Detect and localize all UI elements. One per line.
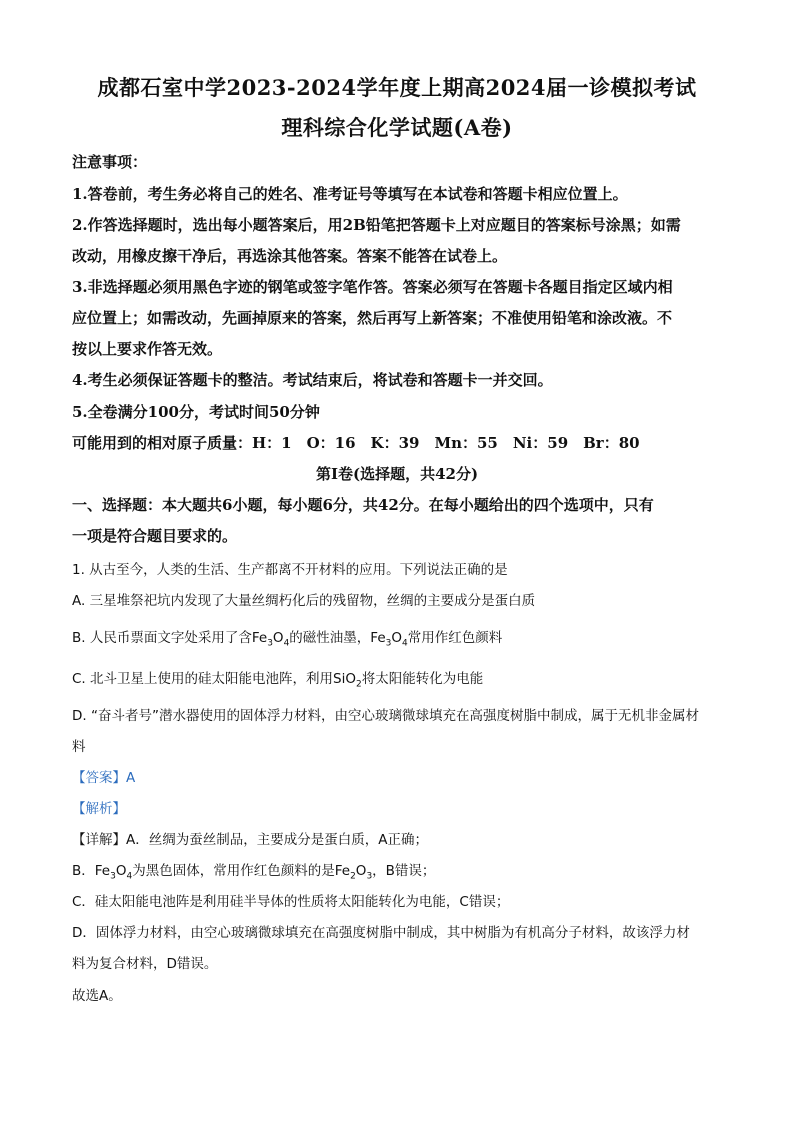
detail-b-post: ，B错误； bbox=[372, 863, 436, 879]
formula-fe2o3: $Fe_2O_3$ bbox=[334, 863, 373, 882]
section-intro-b: 一项是符合题目要求的。 bbox=[72, 527, 238, 545]
section-heading: 第Ⅰ卷(选择题，共42分) bbox=[315, 465, 479, 483]
detail-b bbox=[72, 859, 435, 882]
detail-c: C．硅太阳能电池阵是利用硅半导体的性质将太阳能转化为电能，C错误； bbox=[72, 894, 510, 910]
formula-sio2: SiO$_2$ bbox=[333, 671, 362, 690]
conclusion: 故选A。 bbox=[72, 988, 122, 1004]
question-stem: 1. 从古至今，人类的生活、生产都离不开材料的应用。下列说法正确的是 bbox=[72, 562, 508, 578]
option-d-b: 料 bbox=[72, 739, 86, 755]
detail-d-b: 料为复合材料，D错误。 bbox=[72, 956, 218, 972]
detail-b-pre: B． bbox=[72, 863, 95, 879]
option-b-pre: B. 人民币票面文字处采用了含 bbox=[72, 630, 252, 646]
notice-item-4: 4.考生必须保证答题卡的整洁。考试结束后，将试卷和答题卡一并交回。 bbox=[72, 371, 553, 389]
section-intro-a: 一、选择题：本大题共6小题，每小题6分，共42分。在每小题给出的四个选项中，只有 bbox=[72, 496, 654, 514]
formula-fe3o4-2: $Fe_3O_4$ bbox=[370, 630, 408, 649]
notice-item-3b: 应位置上；如需改动，先画掉原来的答案，然后再写上新答案；不准使用铅笔和涂改液。不 bbox=[72, 309, 673, 327]
formula-fe3o4: $Fe_3O_4$ bbox=[251, 630, 290, 649]
option-c-pre: C. 北斗卫星上使用的硅太阳能电池阵，利用 bbox=[72, 671, 334, 687]
detail-b-mid: 为黑色固体，常用作红色颜料的是 bbox=[132, 863, 335, 879]
notice-item-3a: 3.非选择题必须用黑色字迹的钢笔或签字笔作答。答案必须写在答题卡各题目指定区域内相 bbox=[72, 278, 673, 296]
option-a: A. 三星堆祭祀坑内发现了大量丝绸朽化后的残留物，丝绸的主要成分是蛋白质 bbox=[72, 593, 536, 609]
option-d-a: D. “奋斗者号”潜水器使用的固体浮力材料，由空心玻璃微球填充在高强度树脂中制成，属于无机非金属材 bbox=[72, 708, 699, 724]
analysis-label: 【解析】 bbox=[72, 801, 126, 817]
notice-heading: 注意事项： bbox=[72, 153, 148, 171]
notice-item-1: 1.答卷前，考生务必将自己的姓名、准考证号等填写在本试卷和答题卡相应位置上。 bbox=[72, 185, 628, 203]
formula-fe3o4-3: $Fe_3O_4$ bbox=[94, 863, 133, 882]
option-b-post: 常用作红色颜料 bbox=[407, 630, 503, 646]
detail-a: 【详解】A．丝绸为蚕丝制品，主要成分是蛋白质，A正确； bbox=[72, 832, 428, 848]
option-c-post: 将太阳能转化为电能 bbox=[361, 671, 484, 687]
option-b-mid: 的磁性油墨， bbox=[289, 630, 371, 646]
exam-subtitle: 理科综合化学试题(A卷) bbox=[281, 115, 513, 140]
answer-label: 【答案】A bbox=[72, 770, 136, 786]
atomic-masses: 可能用到的相对原子质量：H：1 O：16 K：39 Mn：55 Ni：59 Br：80 bbox=[72, 434, 640, 452]
option-b bbox=[72, 626, 502, 649]
detail-d-a: D．固体浮力材料，由空心玻璃微球填充在高强度树脂中制成，其中树脂为有机高分子材料，故该浮力材 bbox=[72, 925, 690, 941]
notice-item-2b: 改动，用橡皮擦干净后，再选涂其他答案。答案不能答在试卷上。 bbox=[72, 247, 508, 265]
option-c bbox=[72, 667, 483, 690]
notice-item-5: 5.全卷满分100分，考试时间50分钟 bbox=[72, 403, 320, 421]
notice-item-2a: 2.作答选择题时，选出每小题答案后，用2B铅笔把答题卡上对应题目的答案标号涂黑；如需 bbox=[72, 216, 681, 234]
exam-title: 成都石室中学2023-2024学年度上期高2024届一诊模拟考试 bbox=[97, 75, 697, 100]
notice-item-3c: 按以上要求作答无效。 bbox=[72, 340, 223, 358]
